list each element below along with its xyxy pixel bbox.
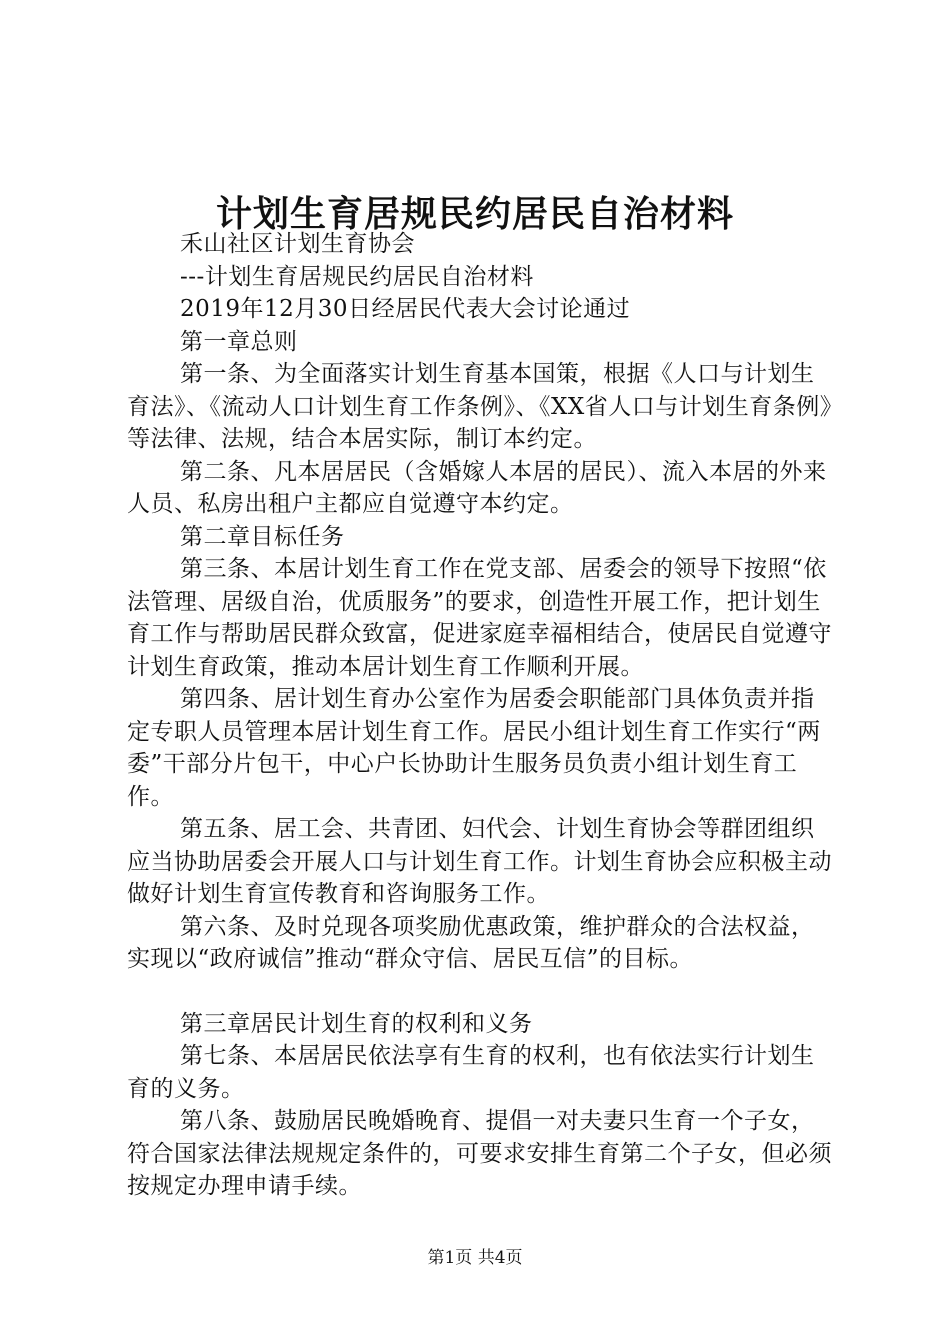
chapter-heading: 第二章目标任务 bbox=[180, 523, 345, 550]
document-title: 计划生育居规民约居民自治材料 bbox=[215, 194, 734, 235]
subtitle-line: ---计划生育居规民约居民自治材料 bbox=[180, 263, 534, 290]
article-paragraph: 第四条、居计划生育办公室作为居委会职能部门具体负责并指定专职人员管理本居计划生育工作。居民小组计划生育工作实行“两委”干部分片包干，中心户长协助计生服务员负责小组计划生育工作。 bbox=[127, 686, 821, 810]
page-number-footer: 第1页 共4页 bbox=[427, 1248, 523, 1268]
document-body bbox=[127, 228, 837, 1203]
article-paragraph: 第三条、本居计划生育工作在党支部、居委会的领导下按照“依法管理、居级自治，优质服务”的要求，创造性开展工作，把计划生育工作与帮助居民群众致富，促进家庭幸福相结合，使居民自觉遵守计划生育政策，推动本居计划生育工作顺利开展。 bbox=[127, 556, 832, 680]
adoption-date-line: 2019年12月30日经居民代表大会讨论通过 bbox=[180, 296, 631, 322]
paragraph-gap bbox=[127, 976, 837, 1008]
article-paragraph: 第二条、凡本居居民（含婚嫁人本居的居民）、流入本居的外来人员、私房出租户主都应自觉遵守本约定。 bbox=[127, 458, 827, 517]
article-paragraph: 第八条、鼓励居民晚婚晚育、提倡一对夫妻只生育一个子女，符合国家法律法规规定条件的，可要求安排生育第二个子女，但必须按规定办理申请手续。 bbox=[127, 1108, 832, 1199]
article-paragraph: 第一条、为全面落实计划生育基本国策，根据《人口与计划生育法》、《流动人口计划生育工作条例》、《XX省人口与计划生育条例》等法律、法规，结合本居实际，制订本约定。 bbox=[127, 361, 832, 452]
article-paragraph: 第五条、居工会、共青团、妇代会、计划生育协会等群团组织应当协助居委会开展人口与计划生育工作。计划生育协会应积极主动做好计划生育宣传教育和咨询服务工作。 bbox=[127, 816, 832, 907]
chapter-heading: 第三章居民计划生育的权利和义务 bbox=[180, 1010, 533, 1037]
article-paragraph: 第六条、及时兑现各项奖励优惠政策，维护群众的合法权益，实现以“政府诚信”推动“群众守信、居民互信”的目标。 bbox=[127, 913, 815, 972]
chapter-heading: 第一章总则 bbox=[180, 328, 298, 355]
organization-line: 禾山社区计划生育协会 bbox=[180, 231, 415, 257]
article-paragraph: 第七条、本居居民依法享有生育的权利，也有依法实行计划生育的义务。 bbox=[127, 1043, 815, 1102]
